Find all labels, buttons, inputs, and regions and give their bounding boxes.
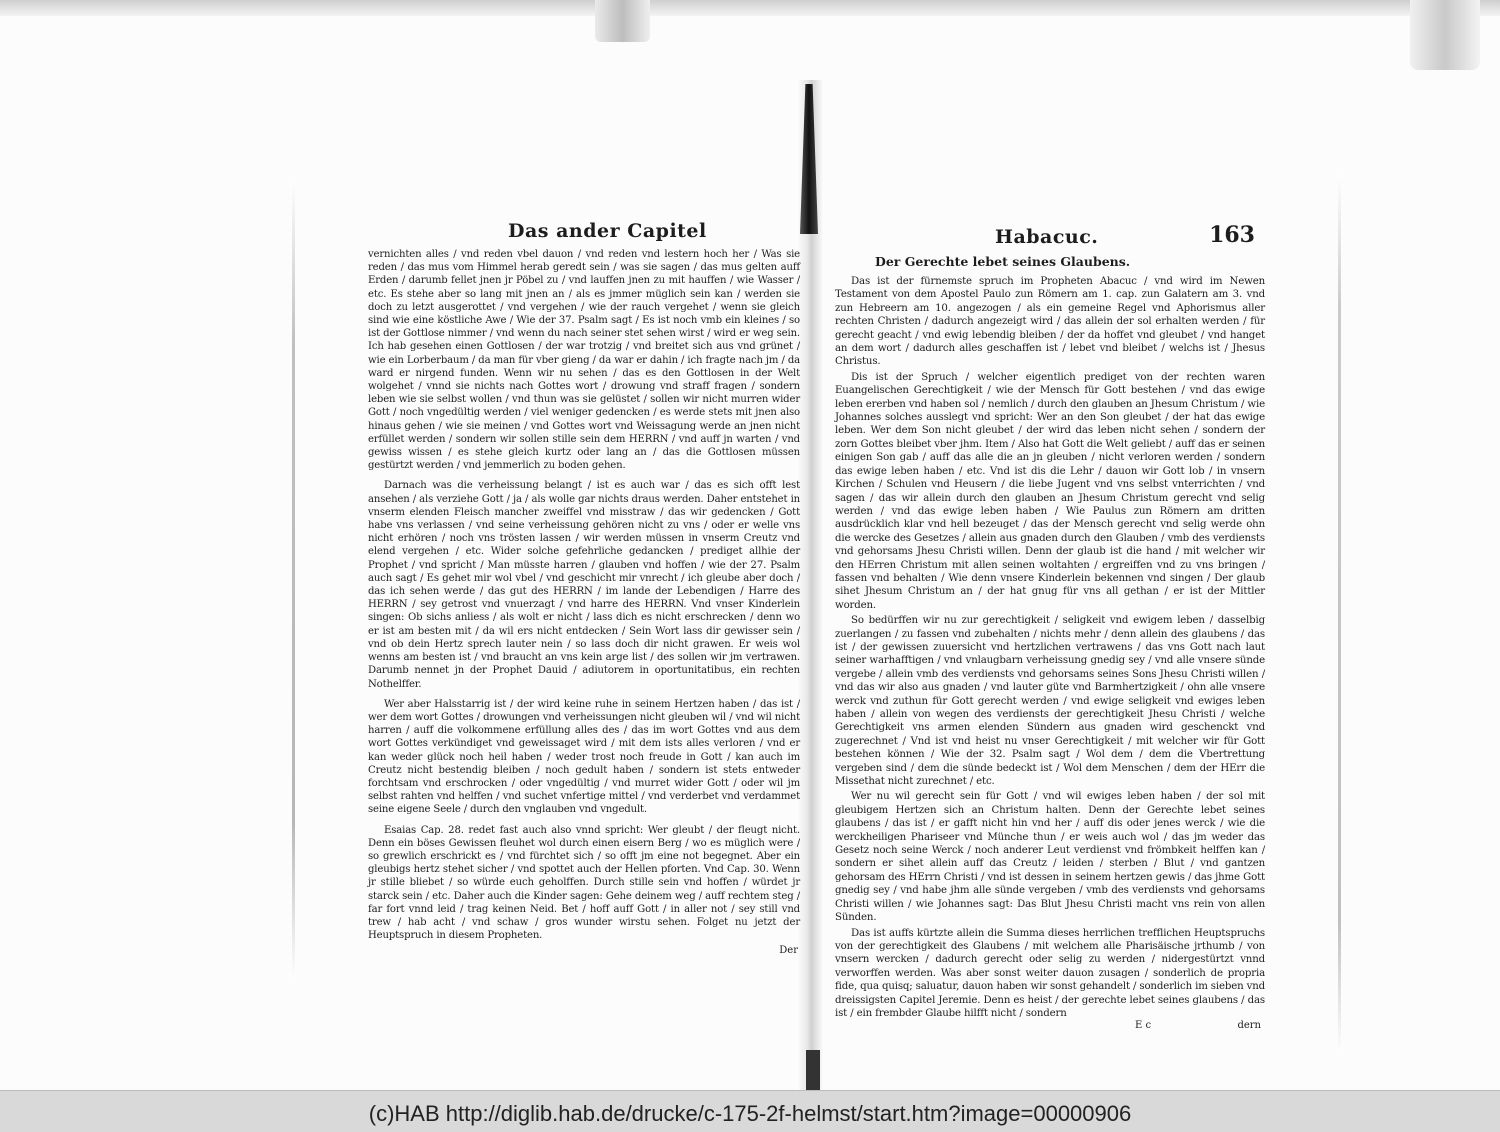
- copyright-footer: [0, 1090, 1500, 1132]
- book-clamp-right: [1410, 0, 1480, 70]
- paragraph: vernichten alles / vnd reden vbel dauon / vnd reden vnd lestern hoch her / Was sie reden / das mus vom Himmel herab geredt sein / was sie sagen / das mus gelten auff Erden / darumb fellet jnen jr Pöbel zu / vnd lauffen jnen zu mit hauffen / wie Wasser / etc. Es stehe aber so lang mit jnen an / als es jmmer müglich sein kan / werden sie doch zu letzt ausgerottet / vnd vergehen / wie der rauch vergehet / wenn sie gleich sind wie eine köstliche Awe / Wie der 37. Psalm sagt / Es ist noch vmb ein kleines / so ist der Gottlose nimmer / vnd wenn du nach seiner stet sehen wirst / wird er weg sein. Ich hab gesehen einen Gottlosen / der war trotzig / vnd breitet sich aus vnd grünet / wie ein Lorberbaum / da man für vber gieng / da war er dahin / ich fragte nach jm / da ward er nirgend funden. Wenn wir nu sehen / das es den Gottlosen in der Welt wolgehet / vnnd sie nichts nach Gottes wort / drowung vnd straff fragen / sondern leben wie sie selbst wollen / vnd thun was sie gelüstet / sollen wir nicht murren wider Gott / noch vngedültig werden / viel weniger gedencken / es werde stets mit jnen also hinaus gehen / wie sie meinen / vnd Gottes wort vnd Weissagung werde an jnen nicht erfüllet werden / sondern wir sollen stille sein dem HERRN / vnd auff jn warten / vnd gewiss wissen / es stehe gleich kurtz oder lang an / das die Gottlosen müssen gestürtzt werden / vnd jemmerlich zu boden gehen.: [368, 249, 800, 472]
- paragraph: Wer aber Halsstarrig ist / der wird keine ruhe in seinem Hertzen haben / das ist / wer dem wort Gottes / drowungen vnd verheissungen nicht gleuben wil / vnd wil nicht harren / auff die volkommene erfüllung alles des / das im wort Gottes vnd aus dem wort Gottes verkündiget vnd geweissaget wird / mit dem ists alles verloren / vnd er kan weder glück noch heil haben / weder trost noch freude in Gott / kan auch im Creutz nicht bestendig bleiben / noch gedult haben / sondern ist stets entweder forchtsam vnd erschrocken / oder vngedültig / vnd murret wider Gott / oder wil jm selbst rahten vnd helffen / vnd suchet vnfertige mittel / vnd verderbet vnd verdammet seine eigene Seele / durch den vnglauben vnd vngedult.: [368, 698, 800, 816]
- gutter-shadow-bottom: [806, 1050, 820, 1090]
- running-head: Habacuc.: [995, 226, 1099, 248]
- section-heading: Der Gerechte lebet seines Glaubens.: [875, 254, 1131, 269]
- catchword: dern: [1237, 1020, 1261, 1032]
- paragraph: Dis ist der Spruch / welcher eigentlich prediget von der rechten waren Euangelischen Gerechtigkeit / wie der Mensch für Gott bestehen / vnd das ewige leben ererben vnd haben sol / nemlich / durch den glauben an Jhesum Christum / wie Johannes solches ausslegt vnd spricht: Wer an den Son gleubet / der hat das ewige leben. Wer dem Son nicht gleubet / der wird das leben nicht sehen / sondern der zorn Gottes bleibet vber jhm. Item / Also hat Gott die Welt geliebt / auff das er seinen einigen Son gab / auff das alle die an jn gleuben / nicht verloren werden / sondern das ewige leben haben / etc. Vnd ist dis die Lehr / dauon wir Gott lob / in vnsern Kirchen / Schulen vnd Heusern / die liebe Jugent vnd vns selbst vnterrichten / vnd sagen / das wir allein durch den glauben an Jhesum Christum gerecht vnd selig werden / vnd das ewige leben haben / Wie Paulus zun Römern am dritten ausdrücklich klar vnd hell bezeuget / das der Mensch gerecht vnd selig werde ohn die wercke des Gesetzes / allein aus gnaden durch den Glauben / vmb des verdiensts vnd gehorsams Jhesu Christi willen. Denn der glaub ist die hand / mit welcher wir den HErren Christum mit allen seinen woltahten / ergreiffen vnd zu vns bringen / fassen vnd behalten / Wie denn vnsere Kinderlein bekennen vnd singen / Der glaub sihet Jhesum Christum an / der hat gnug für vns all gethan / er ist der Mittler worden.: [835, 371, 1265, 611]
- paragraph: Darnach was die verheissung belangt / ist es auch war / das es sich offt lest ansehen / als verziehe Gott / ja / als wolle gar nichts draus werden. Daher entstehet in vnserm elenden Fleisch mancher zweiffel vnd misstraw / das wir gedencken / Gott habe vns verlassen / vnd seine verheissung gehören nicht zu vns / oder er welle vns nicht erhören / noch vns trösten lassen / wir werden müssen in vnserm Creutz vnd elend vergehen / etc. Wider solche gefehrliche gedancken / prediget allhie der Prophet / vnd spricht / Man müsste harren / glauben vnd hoffen / wie der 27. Psalm auch sagt / Es gehet mir wol vbel / vnd geschicht mir vnrecht / ich gleube aber doch / das ich sehen werde / das gut des HERRN / im lande der Lebendigen / Harre des HERRN / sey getrost vnd vnuerzagt / vnd harre des HERRN. Vnd vnser Kinderlein singen: Ob sichs anliess / als wolt er nicht / lass dich es nicht erschrecken / denn wo er ist am besten mit / da wil ers nicht entdecken / Sein Wort lass dir gewisser sein / vnd ob dein Hertz sprech lauter nein / so lass doch dir nicht grawen. Er weis wol wenns am besten ist / vnd braucht an vns kein arge list / des sollen wir jm vertrawen. Darumb nennet jn der Prophet Dauid / adiutorem in oportunitatibus, ein rechten Nothelffer.: [368, 480, 800, 690]
- copyright-credit: (c)HAB http://diglib.hab.de/drucke/c-175-2f-helmst/start.htm?image=00000906: [368, 1101, 1132, 1126]
- left-page-header: [368, 218, 800, 248]
- page-number: 163: [1209, 222, 1255, 248]
- signature-line: [835, 1020, 1265, 1031]
- left-page: [368, 218, 800, 956]
- page-edge-left: [292, 180, 295, 980]
- running-head: Das ander Capitel: [508, 220, 707, 242]
- paragraph: Esaias Cap. 28. redet fast auch also vnnd spricht: Wer gleubt / der fleugt nicht. Denn ein böses Gewissen fleuhet wol durch einen eisern Berg / wo es müglich were / so grewlich erschrickt es / vnd fürchtet sich / so offt jm eine not begegnet. Aber ein gleubigs hertz stehet sicher / vnd spottet auch der Hellen pforten. Vnd Cap. 30. Wenn jr stille bliebet / so würde euch geholffen. Durch stille sein vnd hoffen / würdet jr starck sein / etc. Daher auch die Kinder sagen: Gehe deinem weg / auff rechtem steg / far fort vnnd leid / trag keinen Neid. Bet / hoff auff Gott / in aller not / sey still vnd trew / hab acht / vnd schaw / gros wunder wirstu sehen. Folget nu jetzt der Heuptspruch in diesem Propheten.: [368, 824, 800, 942]
- paragraph: Das ist der fürnemste spruch im Propheten Abacuc / vnd wird im Newen Testament von dem Apostel Paulo zun Römern am 1. cap. zun Galatern am 3. vnd zun Hebreern am 10. angezogen / als ein gemeine Regel vnd Aphorismus aller rechten Christen / dadurch angezeigt wird / das allein der sol erhalten werden / für gerecht geacht / vnd ewig lebendig bleiben / der da hoffet vnd gleubet / vnd hanget an dem wort / dadurch alles geschaffen ist / lebet vnd bleibet / welchs ist / Jhesus Christus.: [835, 276, 1265, 368]
- right-page-header: [835, 218, 1265, 248]
- paragraph: So bedürffen wir nu zur gerechtigkeit / seligkeit vnd ewigem leben / dasselbig zuerlangen / zu fassen vnd zubehalten / nichts mehr / denn allein des glaubens / das ist / der gewissen zuuersicht vnd hertzlichen vertrawens / das vns Gott nach laut seiner warhafftigen / vnd vnlaugbarn verheissung gnedig sey / vnd alle vnsere sünde vergebe / allein vmb des verdiensts vnd gehorsams seines Sons Jhesu Christi willen / vnd das wir also aus gnaden / vnd lauter güte vnd Barmhertzigkeit / ohn alle vnsere werck vnd zuthun für Gott gerecht werden / vnd ewige seligkeit vnd ewiges leben haben / allein von wegen des verdiensts der gerechtigkeit Jhesu Christi / welche Gerechtigkeit vns armen elenden Sündern aus gnaden wird geschenckt vnd zugerechnet / Vnd ist vnd heist nu vnser Gerechtigkeit / mit welcher wir für Gott bestehen können / Wie der 32. Psalm sagt / Wol dem / dem die Vbertrettung vergeben sind / dem die sünde bedeckt ist / Wol dem Menschen / dem der HErr die Missethat nicht zurechnet / etc.: [835, 615, 1265, 788]
- scan-top-edge: [0, 0, 1500, 16]
- book-clamp-left: [595, 0, 650, 42]
- right-page: [835, 218, 1265, 1031]
- signature-mark: E c: [1135, 1020, 1152, 1032]
- catchword: Der: [779, 945, 798, 957]
- page-edge-right: [1338, 175, 1341, 1055]
- paragraph: Das ist auffs kürtzte allein die Summa dieses herrlichen trefflichen Heuptspruchs von der gerechtigkeit des Glaubens / mit welchem alle Pharisäische jrthumb / von vnsern wercken / dadurch gerecht oder selig zu werden / nidergestürtzt vnnd verworffen werden. Was aber sonst weiter dauon zusagen / sonderlich de propria fide, qua quisq; saluatur, dauon haben wir sonst gehandelt / sonderlich im sieben vnd dreissigsten Capitel Jeremie. Denn es heist / der gerechte lebet seines glaubens / das ist / ein frembder Glaube hilfft nicht / sondern: [835, 927, 1265, 1019]
- paragraph: Wer nu wil gerecht sein für Gott / vnd wil ewiges leben haben / der sol mit gleubigem Hertzen sich an Christum halten. Denn der Gerechte lebet seines glaubens / das ist / er gafft nicht hin vnd her / auff dis oder jenes werck / wie die werckheiligen Phariseer vnd Münche thun / er weis auch wol / das jm weder das Gesetz noch seine Werck / noch anderer Leut verdienst vnd frömbkeit helffen kan / sondern er sihet allein auff das Creutz / leiden / sterben / Blut / vnd gantzen gehorsam des HErrn Christi / vnd ist dessen in seinem hertzen gewis / das jhme Gott gnedig sey / vnd habe jhm alle sünde vergeben / vmb des verdiensts vnd gehorsams Christi willen / wie Johannes sagt: Das Blut Jhesu Christi macht vns rein von allen Sünden.: [835, 791, 1265, 924]
